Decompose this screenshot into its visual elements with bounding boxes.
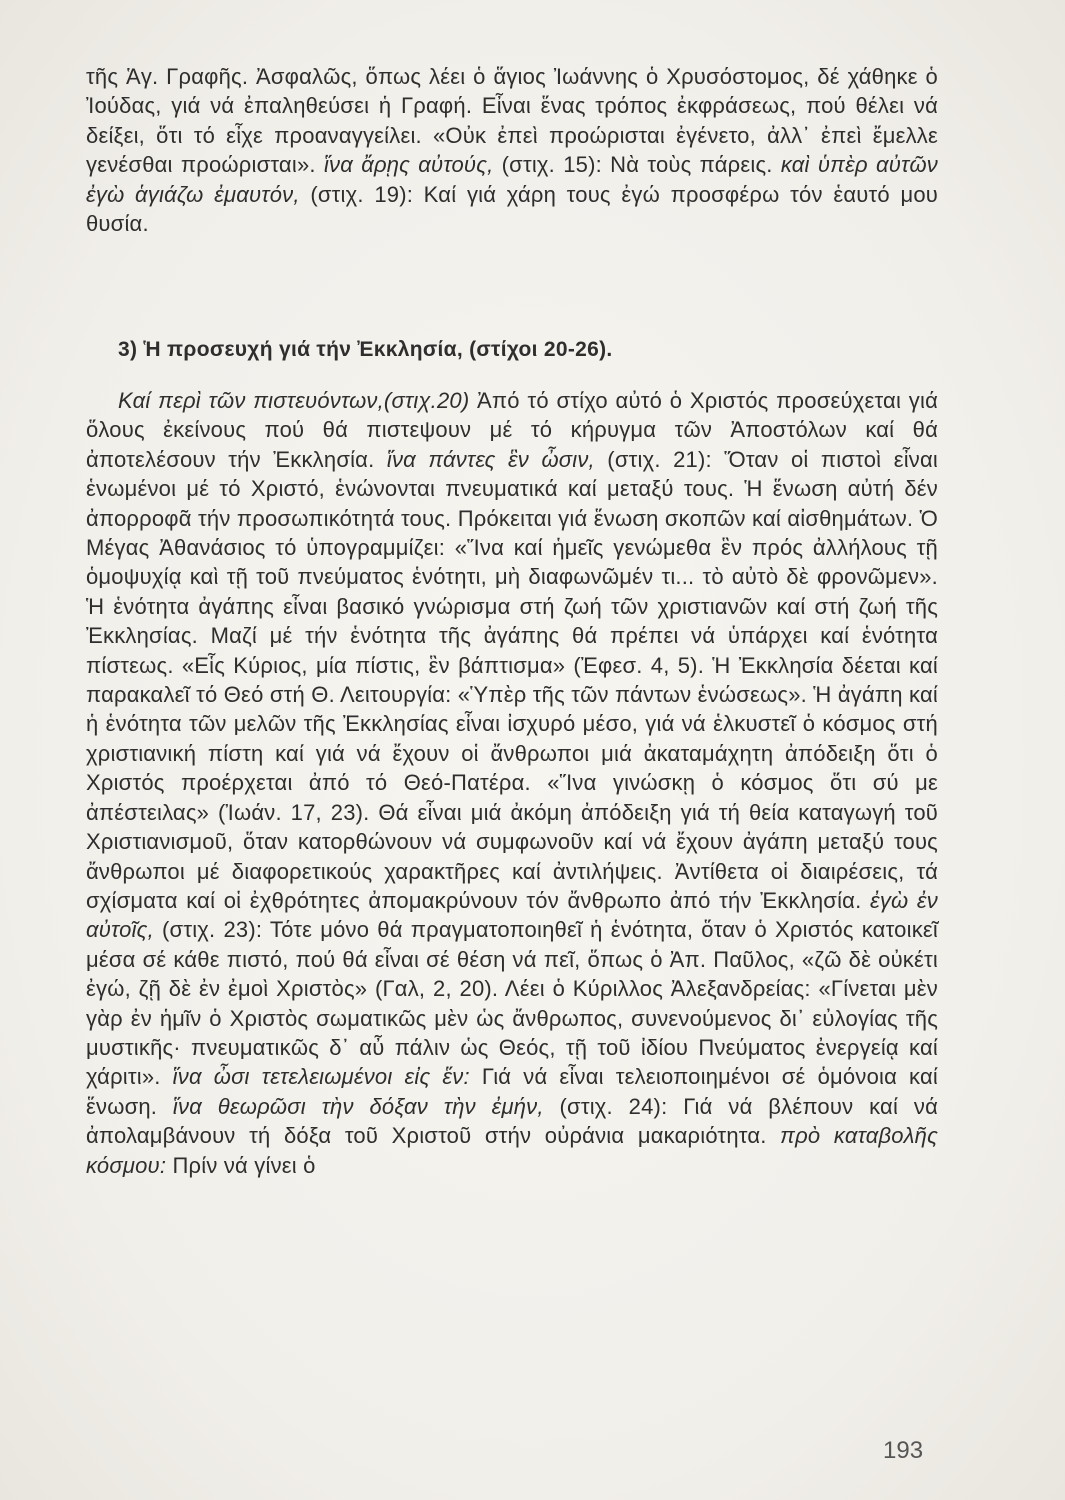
greek-quote: πρὸ καταβολῆς κόσμου: bbox=[86, 1123, 938, 1178]
text-run: (στιχ. 15): Νὰ τοὺς πάρεις. bbox=[493, 152, 781, 178]
greek-quote: ἵνα θεωρῶσι τὴν δόξαν τὴν ἐμήν, bbox=[172, 1093, 544, 1119]
page-number: 193 bbox=[883, 1437, 924, 1464]
greek-quote: Καί περὶ τῶν πιστευόντων,(στιχ.20) bbox=[118, 388, 470, 413]
paragraph-2 bbox=[86, 386, 938, 1180]
text-run: (στιχ. 21): Ὅταν οἱ πιστοὶ εἶναι ἑνωμένοι μέ τό Χριστό, ἑνώνονται πνευματικά καί μεταξύ τους. Ἡ ἕνωση αὐτή δέν ἀπορροφᾶ τήν προσωπικότητά τους. Πρόκειται γιά ἕνωση σκοπῶν καί αἰσθημάτων. Ὁ Μέγας Ἀθανάσιος τό ὑπογραμμίζει: «Ἵνα καί ἡμεῖς γενώμεθα ἓν πρός ἀλλήλους τῇ ὁμοψυχίᾳ καὶ τῇ τοῦ πνεύματος ἑνότητι, μὴ διαφωνῶμέν τι... τὸ αὐτὸ δὲ φρονῶμεν». Ἡ ἑνότητα ἀγάπης εἶναι βασικό γνώρισμα στή ζωή τῶν χριστιανῶν καί στή ζωή τῆς Ἐκκλησίας. Μαζί μέ τήν ἑνότητα τῆς ἀγάπης θά πρέπει νά ὑπάρχει καί ἑνότητα πίστεως. «Εἷς Κύριος, μία πίστις, ἓν βάπτισμα» (Ἐφεσ. 4, 5). Ἡ Ἐκκλησία δέεται καί παρακαλεῖ τό Θεό στή Θ. Λειτουργία: «Ὑπὲρ τῆς τῶν πάντων ἑνώσεως». Ἡ ἀγάπη καί ἡ ἑνότητα τῶν μελῶν τῆς Ἐκκλησίας εἶναι ἰσχυρό μέσο, γιά νά ἑλκυστεῖ ὁ κόσμος στή χριστιανική πίστη καί γιά νά ἔχουν οἱ ἄνθρωποι μιά ἀκαταμάχητη ἀπόδειξη ὅτι ὁ Χριστός προέρχεται ἀπό τό Θεό-Πατέρα. «Ἵνα γινώσκῃ ὁ κόσμος ὅτι σύ με ἀπέστειλας» (Ἰωάν. 17, 23). Θά εἶναι μιά ἀκόμη ἀπόδειξη γιά τή θεία καταγωγή τοῦ Χριστιανισμοῦ, ὅταν κατορθώνουν νά συμφωνοῦν καί νά ἔχουν ἀγάπη μεταξύ τους ἄνθρωποι μέ διαφορετικούς χαρακτῆρες καί ἀντιλήψεις. Ἀντίθετα οἱ διαιρέσεις, τά σχίσματα καί οἱ ἐχθρότητες ἀπομακρύνουν τόν ἄνθρωπο ἀπό τήν Ἐκκλησία. bbox=[86, 446, 939, 913]
greek-quote: καὶ ὑπὲρ αὐτῶν ἐγὼ ἁγιάζω ἐμαυτόν, bbox=[86, 152, 938, 207]
text-run: (στιχ. 24): Γιά νά βλέπουν καί νά ἀπολαμβάνουν τή δόξα τοῦ Χριστοῦ στήν οὐράνια μακαριότητα. bbox=[86, 1093, 938, 1149]
greek-quote: ἵνα ἄρῃς αὐτούς, bbox=[323, 152, 494, 178]
greek-quote: ἵνα ὦσι τετελειωμένοι εἰς ἕν: bbox=[172, 1064, 470, 1090]
section-heading: 3) Ἡ προσευχή γιά τήν Ἐκκλησία, (στίχοι 20-26). bbox=[118, 338, 613, 361]
text-run: Πρίν νά γίνει ὁ bbox=[166, 1152, 316, 1178]
text-run: τῆς Ἁγ. Γραφῆς. Ἀσφαλῶς, ὅπως λέει ὁ ἅγιος Ἰωάννης ὁ Χρυσόστομος, δέ χάθηκε ὁ Ἰούδας, γιά νά ἐπαληθεύσει ἡ Γραφή. Εἶναι ἕνας τρόπος ἐκφράσεως, πού θέλει νά δείξει, ὅτι τό εἶχε προαναγγείλει. «Οὐκ ἐπεὶ προώρισται ἐγένετο, ἀλλ᾽ ἐπεὶ ἔμελλε γενέσθαι προώρισται». bbox=[86, 64, 938, 178]
text-run: (στιχ. 23): Τότε μόνο θά πραγματοποιηθεῖ ἡ ἑνότητα, ὅταν ὁ Χριστός κατοικεῖ μέσα σέ κάθε πιστό, πού θά εἶναι σέ θέση νά πεῖ, ὅπως ὁ Ἀπ. Παῦλος, «ζῶ δὲ οὐκέτι ἐγώ, ζῇ δὲ ἐν ἐμοὶ Χριστὸς» (Γαλ, 2, 20). Λέει ὁ Κύριλλος Ἀλεξανδρείας: «Γίνεται μὲν γὰρ ἐν ἡμῖν ὁ Χριστὸς σωματικῶς μὲν ὡς ἄνθρωπος, συνενούμενος δι᾽ εὐλογίας τῆς μυστικῆς· πνευματικῶς δ᾽ αὖ πάλιν ὡς Θεός, τῇ τοῦ ἰδίου Πνεύματος ἐνεργείᾳ καί χάριτι». bbox=[86, 917, 938, 1090]
text-run: Ἀπό τό στίχο αὐτό ὁ Χριστός προσεύχεται γιά ὅλους ἐκείνους πού θά πιστεψουν μέ τό κήρυγμα τῶν Ἀποστόλων καί θά ἀποτελέσουν τήν Ἐκκλησία. bbox=[86, 388, 938, 472]
paragraph-continued bbox=[86, 62, 938, 238]
text-run: Γιά νά εἶναι τελειοποιημένοι σέ ὁμόνοια καί ἕνωση. bbox=[86, 1064, 938, 1119]
greek-quote: ἐγὼ ἐν αὐτοῖς, bbox=[86, 887, 938, 943]
greek-quote: ἵνα πάντες ἓν ὦσιν, bbox=[386, 446, 595, 472]
paragraph-1 bbox=[86, 62, 938, 238]
text-run: (στιχ. 19): Καί γιά χάρη τους ἐγώ προσφέρω τόν ἑαυτό μου θυσία. bbox=[86, 181, 938, 237]
